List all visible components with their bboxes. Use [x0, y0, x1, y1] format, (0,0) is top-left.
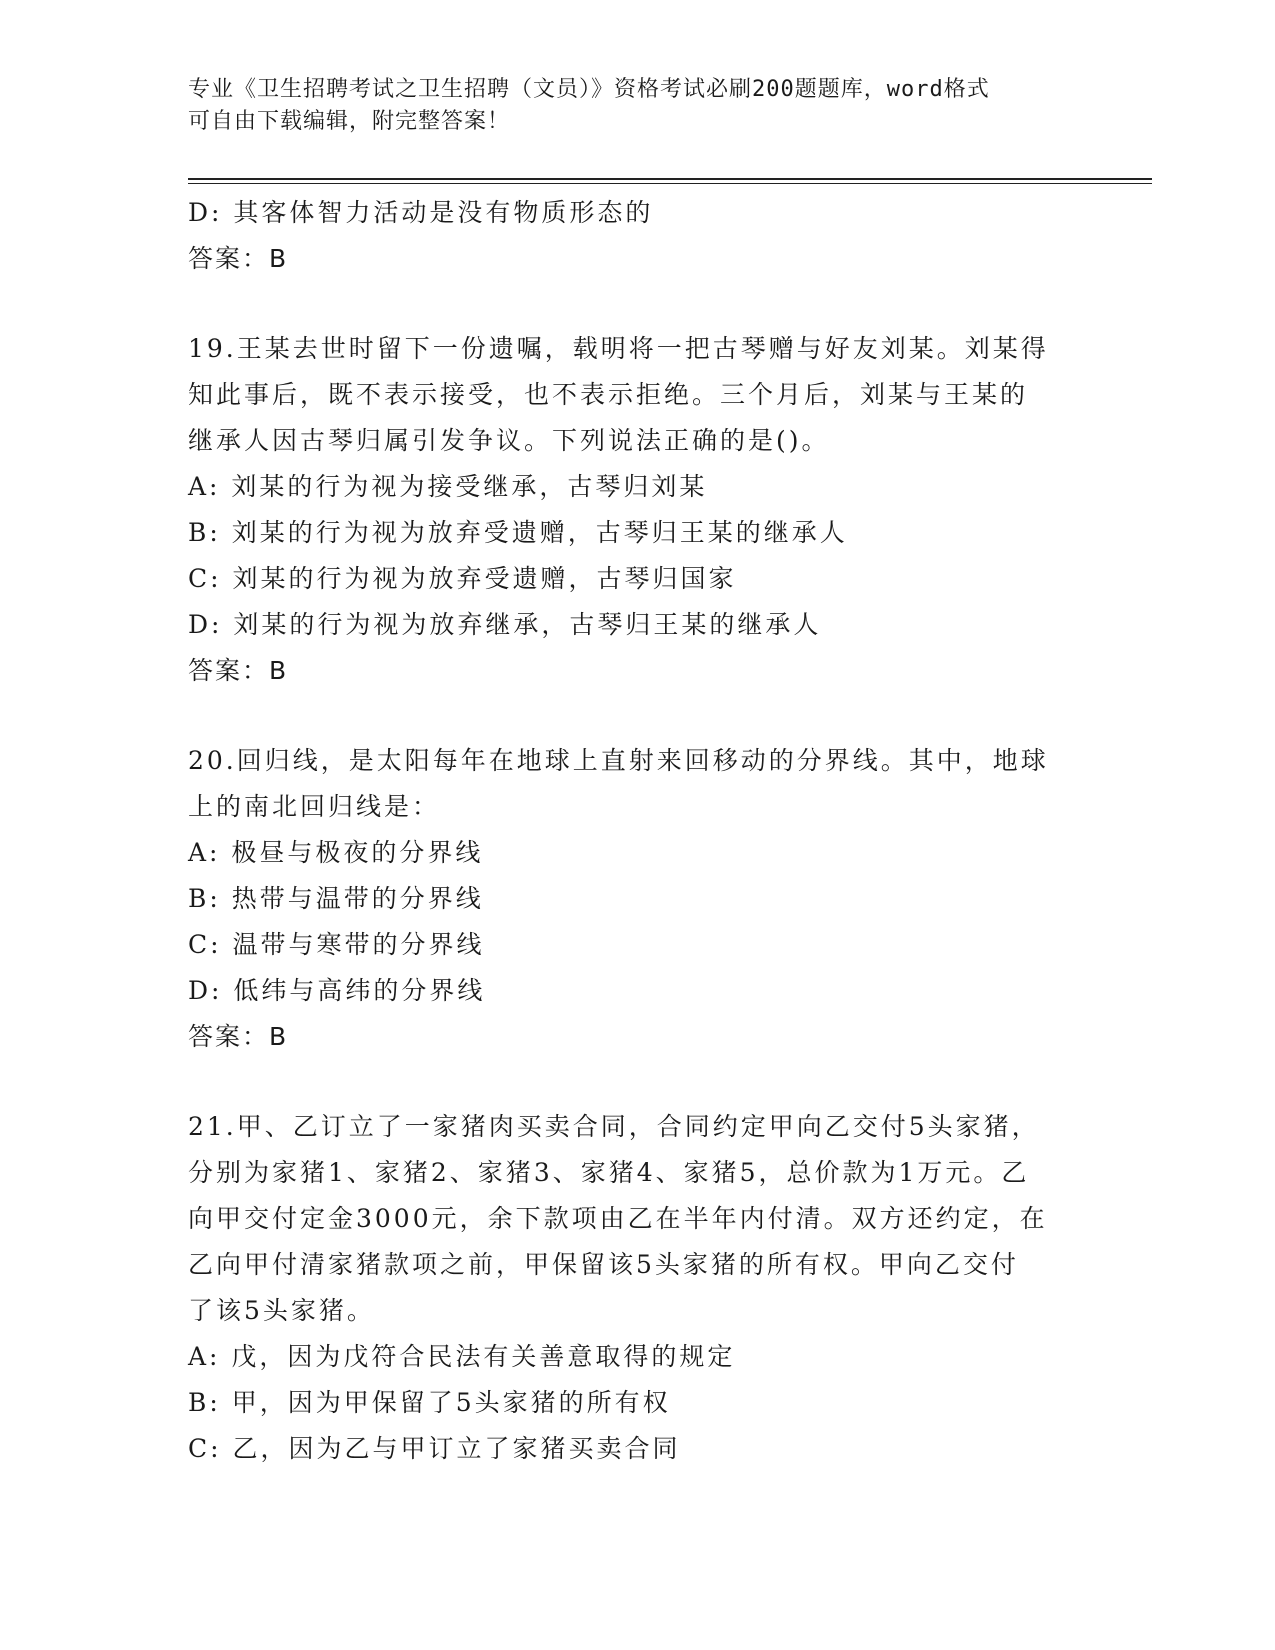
question-stem-line: 向甲交付定金3000元，余下款项由乙在半年内付清。双方还约定，在: [188, 1204, 1048, 1233]
question-stem-line: 知此事后，既不表示接受，也不表示拒绝。三个月后，刘某与王某的: [188, 380, 1029, 409]
question-19: [188, 326, 1088, 694]
question-stem-line: 乙向甲付清家猪款项之前，甲保留该5头家猪的所有权。甲向乙交付: [188, 1250, 1019, 1279]
option-a: A: 极昼与极夜的分界线: [188, 838, 484, 867]
option-d: D: 刘某的行为视为放弃继承，古琴归王某的继承人: [188, 610, 822, 639]
question-stem-line: 上的南北回归线是：: [188, 792, 441, 821]
question-stem-line: 分别为家猪1、家猪2、家猪3、家猪4、家猪5，总价款为1万元。乙: [188, 1158, 1030, 1187]
question-stem-line: 19.王某去世时留下一份遗嘱，载明将一把古琴赠与好友刘某。刘某得: [188, 334, 1049, 363]
option-c: C: 温带与寒带的分界线: [188, 930, 485, 959]
option-b: B: 甲，因为甲保留了5头家猪的所有权: [188, 1388, 671, 1417]
question-21: [188, 1104, 1088, 1472]
question-stem-line: 20.回归线，是太阳每年在地球上直射来回移动的分界线。其中，地球: [188, 746, 1049, 775]
document-header: [188, 74, 1068, 138]
header-divider-thin: [188, 183, 1152, 184]
question-stem-line: 了该5头家猪。: [188, 1296, 375, 1325]
question-stem-line: 21.甲、乙订立了一家猪肉买卖合同，合同约定甲向乙交付5头家猪，: [188, 1112, 1040, 1141]
option-d: D: 低纬与高纬的分界线: [188, 976, 486, 1005]
header-line-1: 专业《卫生招聘考试之卫生招聘（文员）》资格考试必刷200题题库，word格式: [188, 77, 990, 102]
option-a: A: 刘某的行为视为接受继承，古琴归刘某: [188, 472, 708, 501]
answer-line: 答案：B: [188, 656, 289, 685]
previous-question-tail: [188, 190, 1088, 282]
option-c: C: 刘某的行为视为放弃受遗赠，古琴归国家: [188, 564, 737, 593]
answer-line: 答案：B: [188, 1022, 289, 1051]
document-body: [188, 190, 1088, 1472]
question-20: [188, 738, 1088, 1060]
question-stem-line: 继承人因古琴归属引发争议。下列说法正确的是()。: [188, 426, 830, 455]
option-c: C: 乙，因为乙与甲订立了家猪买卖合同: [188, 1434, 681, 1463]
option-b: B: 刘某的行为视为放弃受遗赠，古琴归王某的继承人: [188, 518, 848, 547]
option-d: D: 其客体智力活动是没有物质形态的: [188, 198, 654, 227]
header-divider-thick: [188, 178, 1152, 180]
answer-line: 答案：B: [188, 244, 289, 273]
option-a: A: 戊，因为戊符合民法有关善意取得的规定: [188, 1342, 736, 1371]
option-b: B: 热带与温带的分界线: [188, 884, 484, 913]
header-line-2: 可自由下载编辑，附完整答案！: [188, 109, 511, 134]
